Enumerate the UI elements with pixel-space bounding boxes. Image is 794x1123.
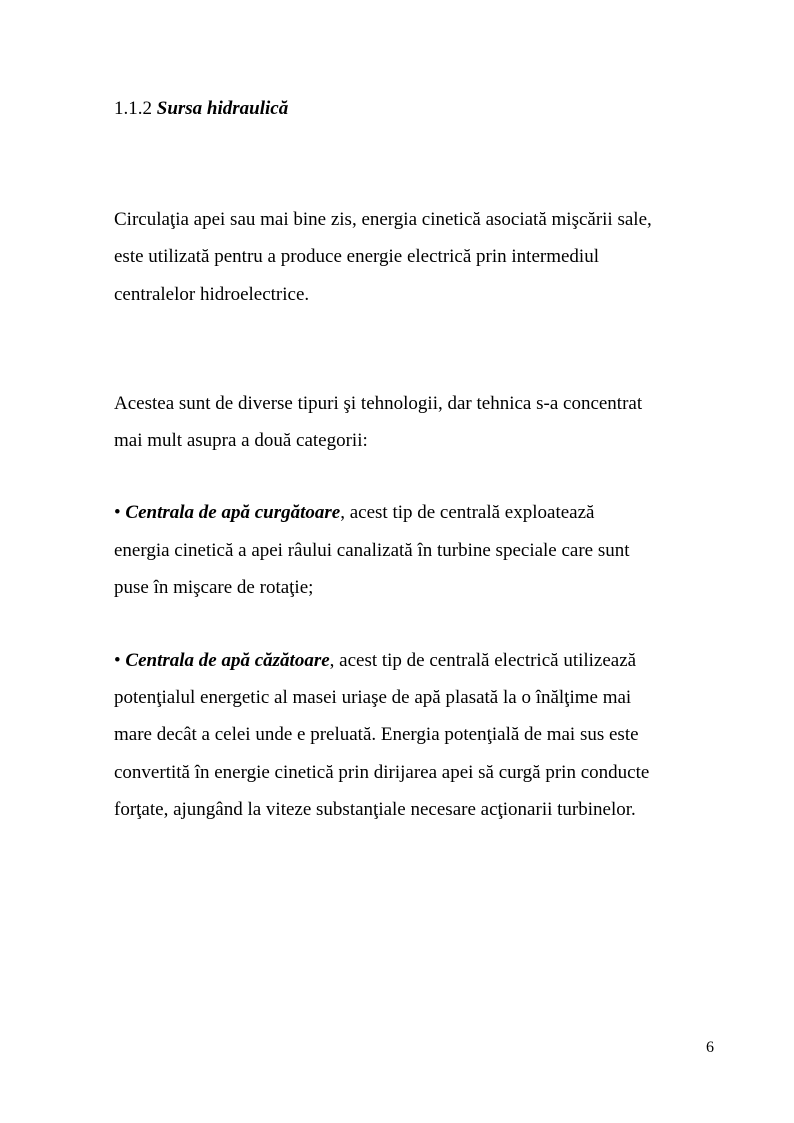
bullet-line: convertită în energie cinetică prin dirijarea apei să curgă prin conducte [114,762,650,783]
bullet-item-waterfall [114,649,636,673]
paragraph-line: Acestea sunt de diverse tipuri şi tehnologii, dar tehnica s-a concentrat [114,393,643,414]
bullet-line: energia cinetică a apei râului canalizată în turbine speciale care sunt [114,540,630,561]
bullet-line: potenţialul energetic al masei uriaşe de apă plasată la o înălţime mai [114,687,632,708]
section-title: Sursa hidraulică [156,98,289,119]
bullet-term: Centrala de apă căzătoare [125,650,330,671]
section-number: 1.1.2 [114,98,152,119]
bullet-line: mare decât a celei unde e preluată. Energia potenţială de mai sus este [114,724,639,745]
section-heading [114,97,288,121]
paragraph-line: Circulaţia apei sau mai bine zis, energia cinetică asociată mişcării sale, [114,209,652,230]
bullet-item-run-of-river [114,501,594,525]
bullet-marker: • [114,502,121,523]
bullet-line: forţate, ajungând la viteze substanţiale necesare acţionarii turbinelor. [114,799,636,820]
paragraph-line: mai mult asupra a două categorii: [114,430,368,451]
bullet-text: , acest tip de centrală exploatează [340,502,595,523]
bullet-marker: • [114,650,121,671]
bullet-term: Centrala de apă curgătoare [125,502,341,523]
bullet-line: puse în mişcare de rotaţie; [114,577,314,598]
paragraph-line: centralelor hidroelectrice. [114,284,310,305]
page-number: 6 [706,1039,714,1056]
paragraph-line: este utilizată pentru a produce energie electrică prin intermediul [114,246,599,267]
bullet-text: , acest tip de centrală electrică utilizează [329,650,637,671]
